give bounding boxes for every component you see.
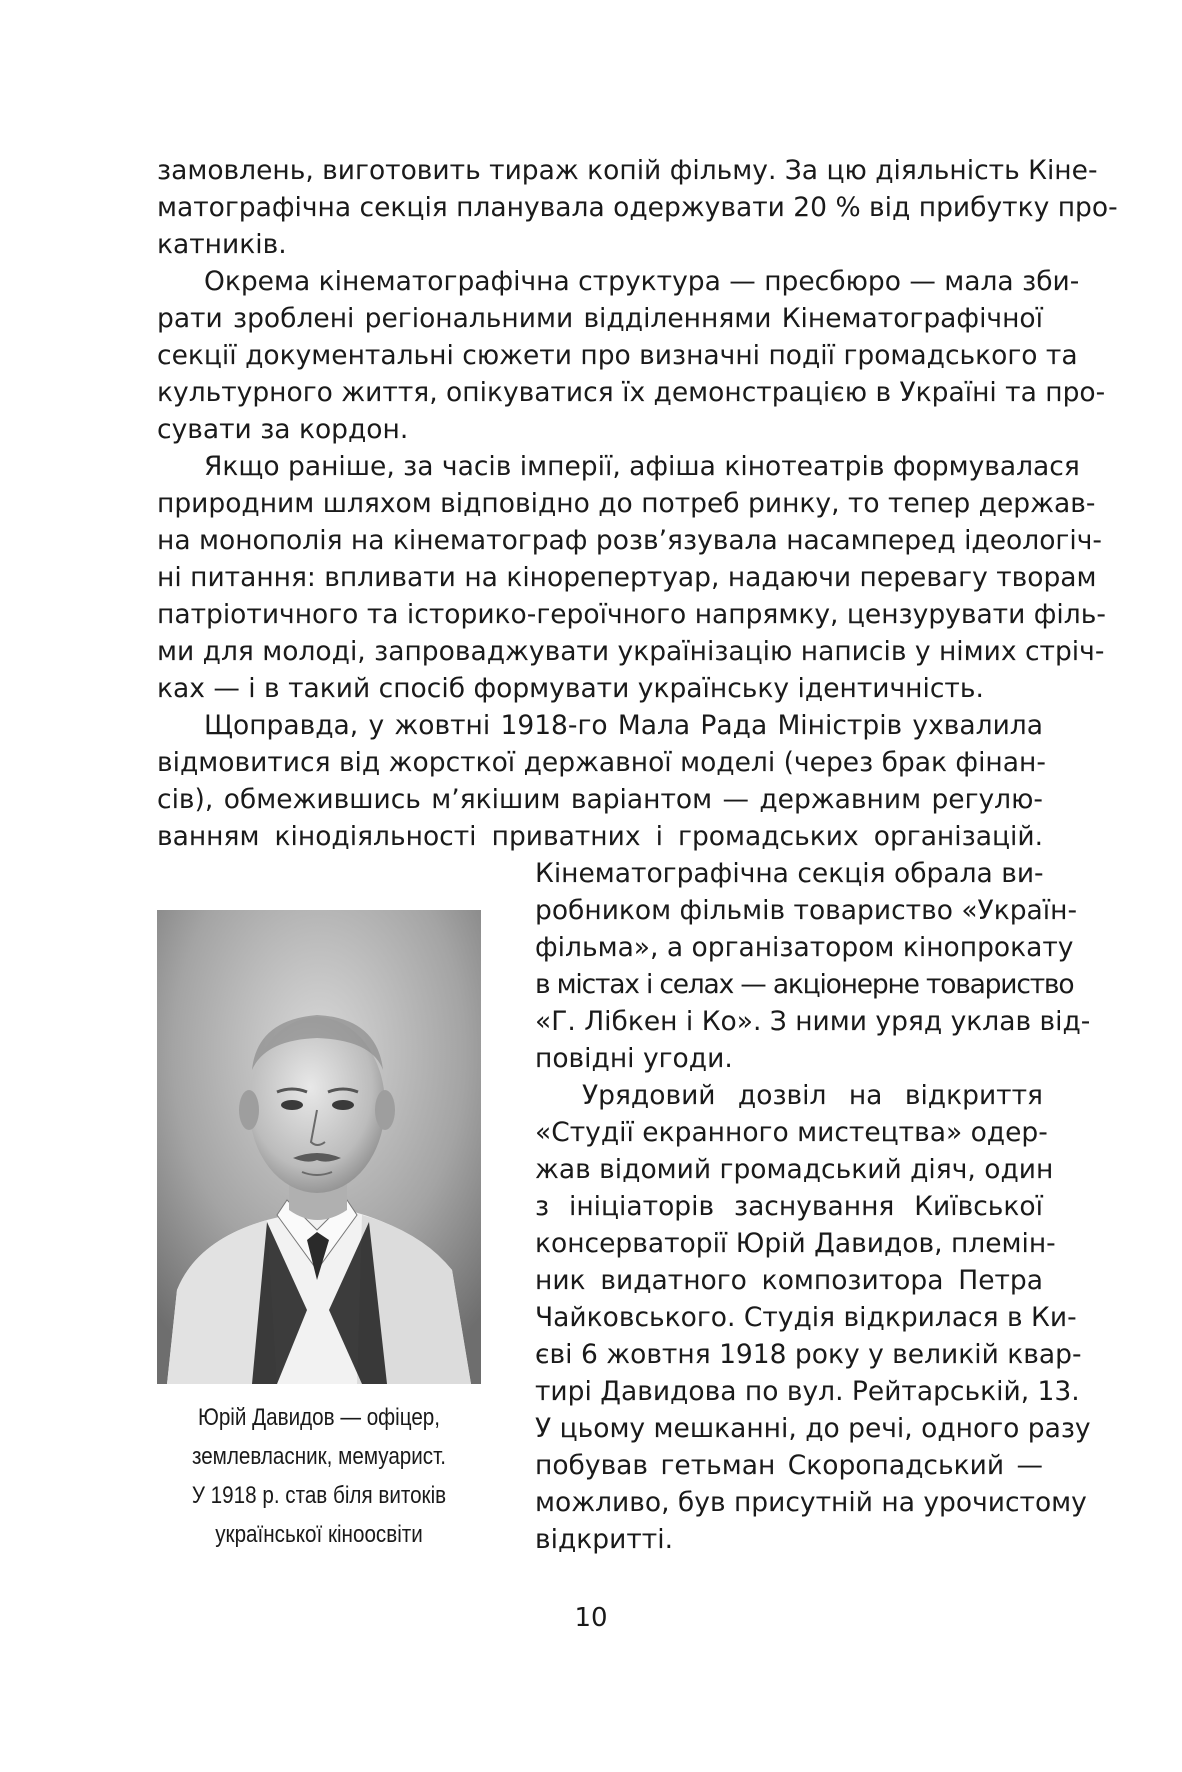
text-line: замовлень, виготовить тираж копій фільму. За цю діяльність Кіне- [157, 155, 1098, 186]
text-line: можливо, був присутній на урочистому [535, 1487, 1087, 1518]
text-line: сів), обмежившись м’якішим варіантом — державним регулю- [157, 784, 1043, 815]
text-line: Кінематографічна секція обрала ви- [535, 858, 1044, 889]
text-line: патріотичного та історико-героїчного напрямку, цензурувати філь- [157, 599, 1106, 630]
page-number: 10 [574, 1603, 608, 1633]
text-line: природним шляхом відповідно до потреб ринку, то тепер держав- [157, 488, 1096, 519]
text-line: матографічна секція планувала одержувати 20 % від прибутку про- [157, 192, 1118, 223]
text-line: ках — і в такий спосіб формувати українську ідентичність. [157, 673, 984, 704]
text-line: на монополія на кінематограф розв’язувала насамперед ідеологіч- [157, 525, 1102, 556]
text-line: Урядовий дозвіл на відкриття [582, 1080, 1043, 1111]
text-line: ми для молоді, запроваджувати українізацію написів у німих стріч- [157, 636, 1105, 667]
text-line: відмовитися від жорсткої державної моделі (через брак фінан- [157, 747, 1046, 778]
text-line: робником фільмів товариство «Україн- [535, 895, 1078, 926]
text-line: ванням кінодіяльності приватних і громадських організацій. [157, 821, 1043, 852]
photo-caption-line: української кіноосвіти [215, 1521, 423, 1548]
text-line: рати зроблені регіональними відділеннями Кінематографічної [157, 303, 1043, 334]
photo-caption-line: Юрій Давидов — офіцер, [197, 1404, 441, 1431]
text-line: «Г. Лібкен і Ко». З ними уряд уклав від- [535, 1006, 1091, 1037]
text-line: Чайковського. Студія відкрилася в Ки- [535, 1302, 1077, 1333]
text-line: У цьому мешканні, до речі, одного разу [535, 1413, 1091, 1444]
text-line: катників. [157, 229, 287, 260]
text-line: фільма», а організатором кінопрокату [535, 932, 1074, 963]
portrait-photo [157, 910, 481, 1384]
text-line: єві 6 жовтня 1918 року у великій квар- [535, 1339, 1082, 1370]
photo-caption-line: У 1918 р. став біля витоків [191, 1482, 447, 1509]
text-line: секції документальні сюжети про визначні події громадського та [157, 340, 1078, 371]
text-line: жав відомий громадський діяч, один [535, 1154, 1054, 1185]
text-line: Щоправда, у жовтні 1918-го Мала Рада Міністрів ухвалила [204, 710, 1043, 741]
text-line: повідні угоди. [535, 1043, 733, 1074]
text-line: Якщо раніше, за часів імперії, афіша кінотеатрів формувалася [204, 451, 1080, 482]
text-line: «Студії екранного мистецтва» одер- [535, 1117, 1048, 1148]
text-line: побував гетьман Скоропадський — [535, 1450, 1043, 1481]
photo-caption-line: землевласник, мемуарист. [191, 1443, 447, 1470]
text-line: ні питання: впливати на кінорепертуар, надаючи перевагу творам [157, 562, 1097, 593]
text-line: тирі Давидова по вул. Рейтарській, 13. [535, 1376, 1080, 1407]
text-line: ник видатного композитора Петра [535, 1265, 1043, 1296]
text-line: з ініціаторів заснування Київської [535, 1191, 1043, 1222]
portrait-illustration [157, 910, 481, 1384]
text-line: сувати за кордон. [157, 414, 409, 445]
text-line: культурного життя, опікуватися їх демонстрацією в Україні та про- [157, 377, 1106, 408]
text-line: відкритті. [535, 1524, 674, 1555]
text-line: Окрема кінематографічна структура — пресбюро — мала зби- [204, 266, 1080, 297]
text-line: консерваторії Юрій Давидов, племін- [535, 1228, 1056, 1259]
text-line: в містах і селах — акціонерне товариство [535, 969, 1074, 1000]
